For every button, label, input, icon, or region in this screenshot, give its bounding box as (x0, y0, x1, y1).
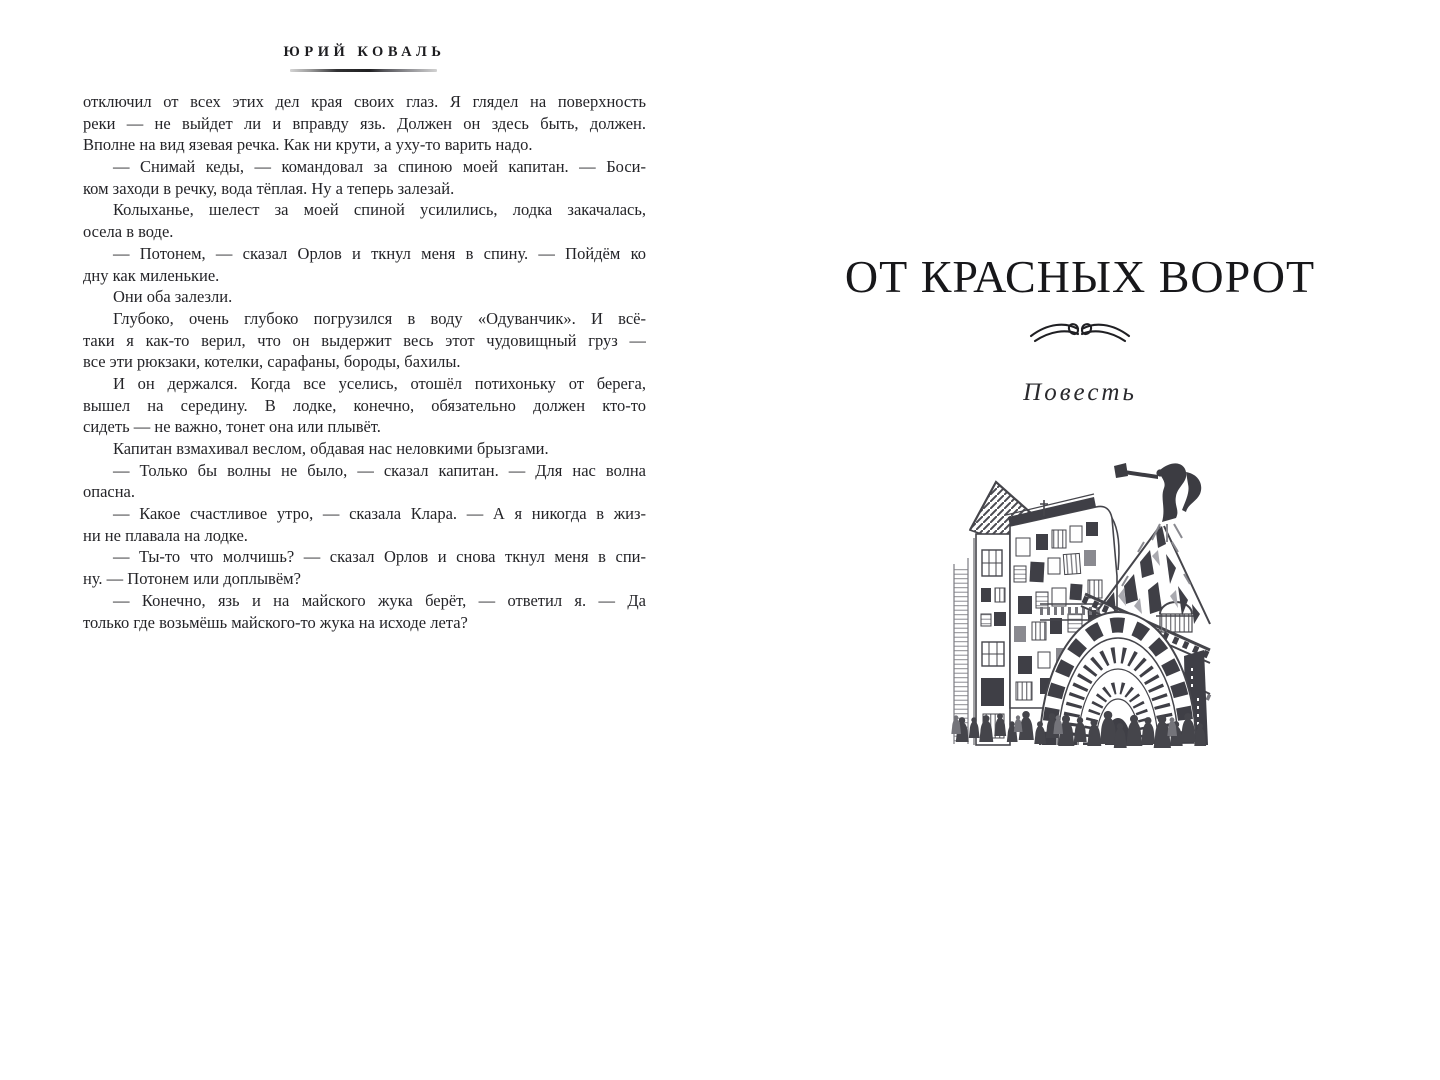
text-line: осела в воде. (83, 222, 174, 242)
text-line: — Только бы волны не было, — сказал капитан. — Для нас волна (113, 460, 646, 480)
text-line: отключил от всех этих дел края своих глаз. Я глядел на поверхность (83, 92, 646, 111)
chapter-title: ОТ КРАСНЫХ ВОРОТ (844, 251, 1316, 302)
text-line: Колыханье, шелест за моей спиной усилились, лодка закачалась, (113, 200, 646, 220)
flourish-ornament-icon (1028, 316, 1132, 350)
text-line: реки — не выйдет ли и вправду язь. Должен он здесь быть, должен. (83, 113, 646, 133)
text-line: — Потонем, — сказал Орлов и ткнул меня в спину. — Пойдём ко (113, 243, 646, 263)
text-line: Капитан взмахивал веслом, обдавая нас неловкими брызгами. (113, 439, 549, 458)
text-line: ни не плавала на лодке. (83, 525, 248, 545)
text-line: сидеть — не важно, тонет она или плывёт. (83, 417, 381, 437)
text-line: опасна. (83, 482, 136, 502)
text-line: вышел на середину. В лодке, конечно, обязательно должен кто-то (83, 395, 646, 415)
text-line: ком заходи в речку, вода тёплая. Ну а теперь залезай. (83, 178, 455, 198)
text-line: — Снимай кеды, — командовал за спиною моей капитан. — Боси- (113, 157, 646, 177)
text-line: — Ты-то что молчишь? — сказал Орлов и снова ткнул меня в спи- (113, 547, 646, 567)
text-line: Они оба залезли. (113, 287, 233, 307)
text-line: только где возьмёшь майского-то жука на исходе лета? (83, 612, 468, 632)
text-line: — Конечно, язь и на майского жука берёт, — ответил я. — Да (113, 590, 646, 610)
running-head: ЮРИЙ КОВАЛЬ (283, 44, 446, 60)
running-head-rule (290, 69, 437, 72)
text-line: Вполне на вид язевая речка. Как ни крути, а уху-то варить надо. (83, 135, 533, 155)
text-line: — Какое счастливое утро, — сказала Клара. — А я никогда в жиз- (113, 504, 646, 524)
chapter-subtitle: Повесть (1023, 379, 1137, 406)
red-gates-illustration (948, 446, 1216, 758)
trumpeting-angel (1114, 463, 1201, 522)
body-text (83, 91, 646, 633)
text-line: дну как миленькие. (83, 265, 220, 285)
text-line: И он держался. Когда все уселись, отошёл потихоньку от берега, (113, 373, 646, 393)
right-page (720, 0, 1440, 1080)
text-line: все эти рюкзаки, котелки, сарафаны, бороды, бахилы. (83, 352, 461, 372)
text-line: Глубоко, очень глубоко погрузился в воду «Одуванчик». И всё- (113, 308, 646, 328)
text-line: таки я как-то верил, что он выдержит весь этот чудовищный груз — (83, 330, 646, 350)
text-line: ну. — Потонем или доплывём? (83, 569, 301, 589)
